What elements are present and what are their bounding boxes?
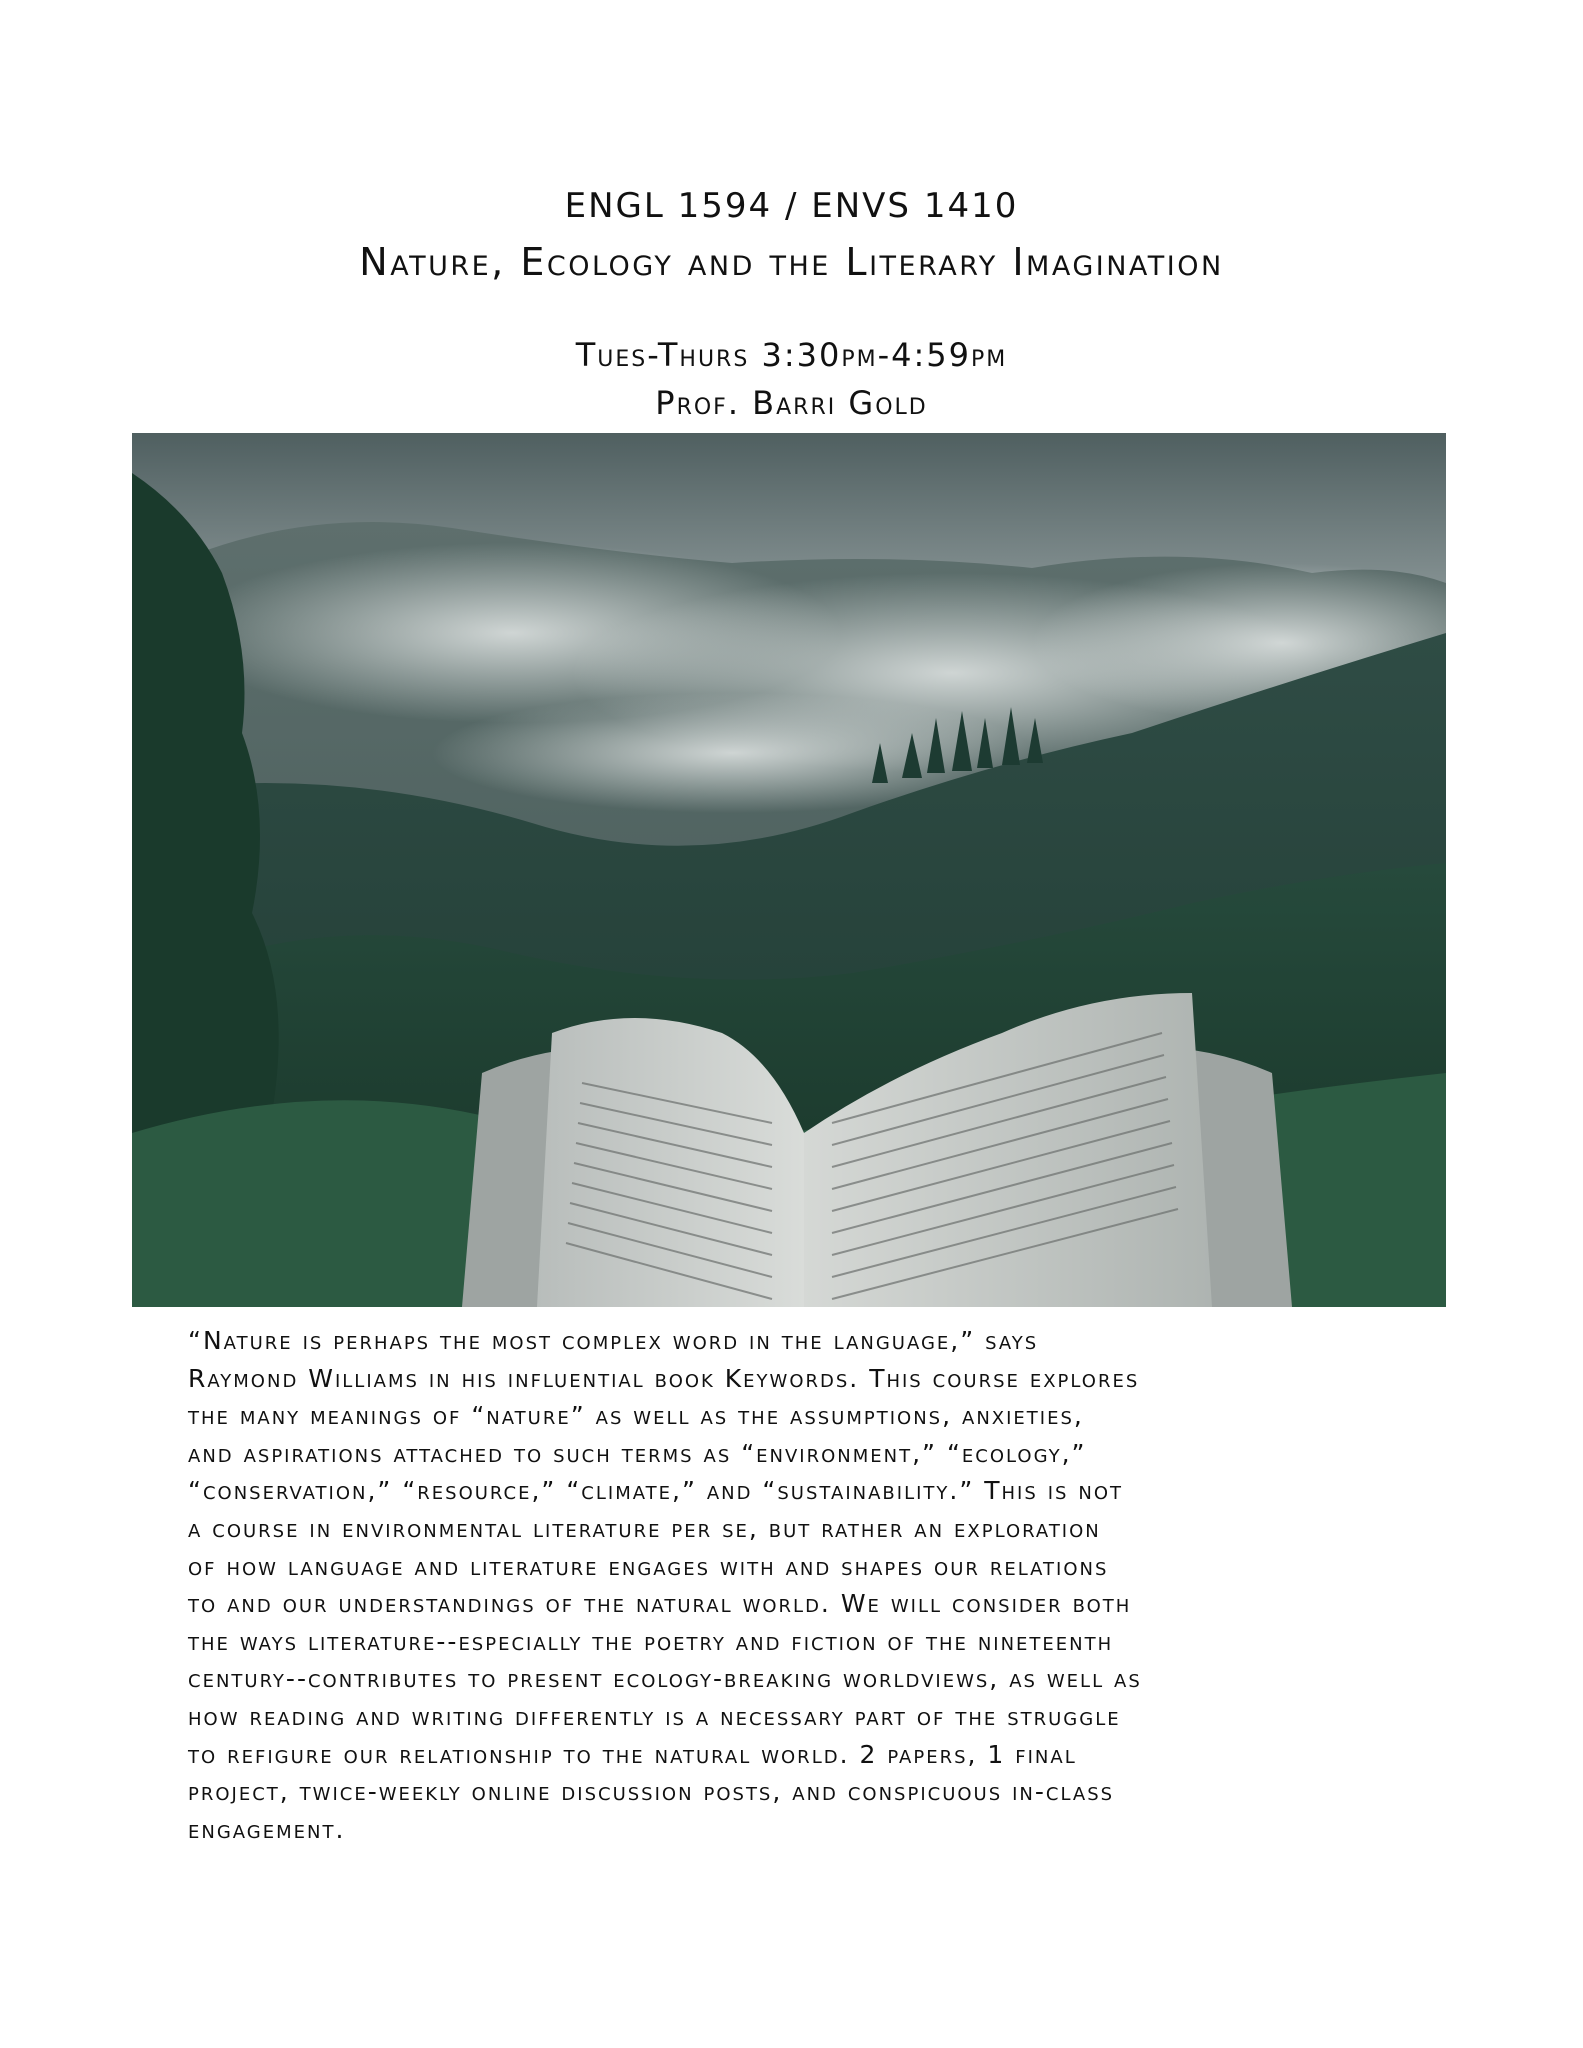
description-line: the many meanings of “nature” as well as the assumptions, anxieties, (188, 1401, 1084, 1431)
description-line: and aspirations attached to such terms as “environment,” “ecology,” (188, 1438, 1087, 1468)
course-title: Nature, Ecology and the Literary Imagination (359, 240, 1224, 284)
description-line: how reading and writing differently is a necessary part of the struggle (188, 1701, 1121, 1731)
course-schedule: Tues-Thurs 3:30pm-4:59pm (575, 336, 1008, 374)
description-line: to refigure our relationship to the natural world. 2 papers, 1 final (188, 1739, 1077, 1769)
description-line: to and our understandings of the natural world. We will consider both (188, 1589, 1132, 1619)
description-line: engagement. (188, 1814, 346, 1844)
course-description (188, 1322, 1408, 1848)
description-line: “conservation,” “resource,” “climate,” and “sustainability.” This is not (188, 1476, 1124, 1506)
nature-book-photo (132, 433, 1446, 1307)
course-code: ENGL 1594 / ENVS 1410 (564, 186, 1019, 226)
description-line: Raymond Williams in his influential book Keywords. This course explores (188, 1363, 1140, 1393)
description-line: century--contributes to present ecology-breaking worldviews, as well as (188, 1664, 1142, 1694)
description-line: a course in environmental literature per se, but rather an exploration (188, 1513, 1101, 1543)
description-line: project, twice-weekly online discussion posts, and conspicuous in-class (188, 1777, 1115, 1807)
professor-name: Prof. Barri Gold (655, 384, 928, 422)
description-line: “Nature is perhaps the most complex word in the language,” says (188, 1326, 1039, 1355)
description-line: the ways literature--especially the poetry and fiction of the nineteenth (188, 1626, 1114, 1656)
description-line: of how language and literature engages with and shapes our relations (188, 1551, 1109, 1581)
